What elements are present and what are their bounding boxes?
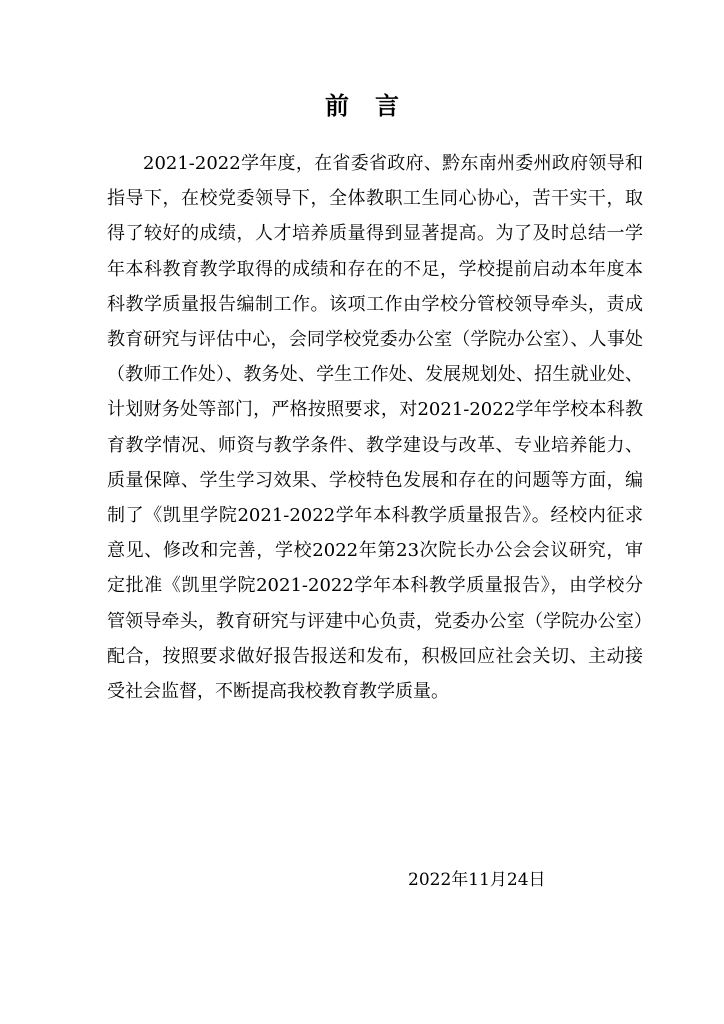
document-date: 2022年11月24日 — [408, 870, 546, 890]
preface-paragraph: 2021-2022学年度，在省委省政府、黔东南州委州政府领导和指导下，在校党委领导下，全体教职工生同心协心，苦干实干，取得了较好的成绩，人才培养质量得到显著提高。为了及时总结一学年本科教育教学取得的成绩和存在的不足，学校提前启动本年度本科教学质量报告编制工作。该项工作由学校分管校领导牵头，责成教育研究与评估中心，会同学校党委办公室（学院办公室）、人事处（教师工作处）、教务处、学生工作处、发展规划处、招生就业处、计划财务处等部门，严格按照要求，对2021-2022学年学校本科教育教学情况、师资与教学条件、教学建设与改革、专业培养能力、质量保障、学生学习效果、学校特色发展和存在的问题等方面，编制了《凯里学院2021-2022学年本科教学质量报告》。经校内征求意见、修改和完善，学校2022年第23次院长办公会会议研究，审定批准《凯里学院2021-2022学年本科教学质量报告》，由学校分管领导牵头，教育研究与评建中心负责，党委办公室（学院办公室）配合，按照要求做好报告报送和发布，积极回应社会关切、主动接受社会监督，不断提高我校教育教学质量。 — [107, 153, 643, 703]
page-title: 前言 — [325, 92, 425, 120]
preface-body — [107, 146, 643, 709]
